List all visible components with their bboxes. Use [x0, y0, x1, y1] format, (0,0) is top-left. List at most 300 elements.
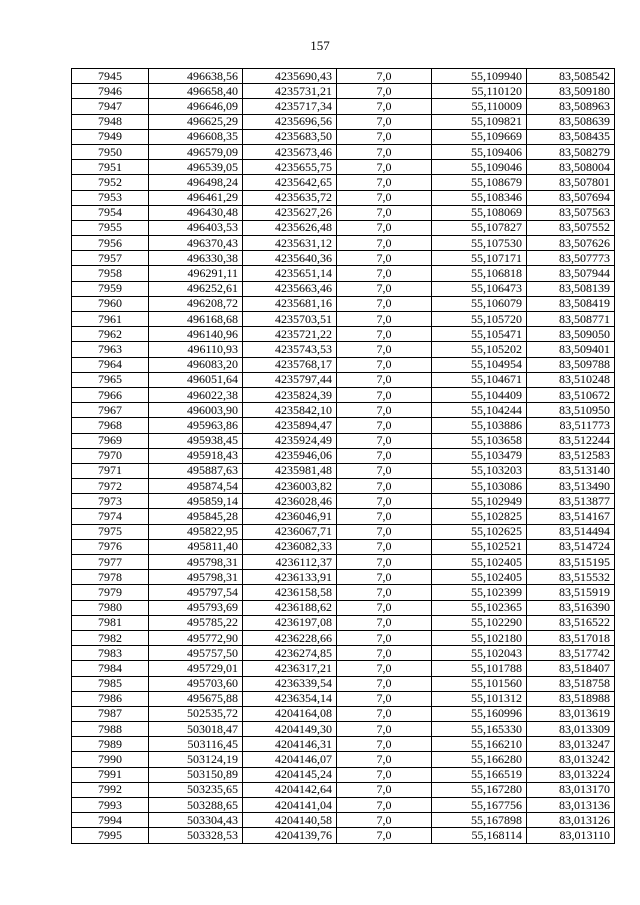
table-row	[72, 539, 615, 554]
longitude-cell: 83,509180	[527, 84, 615, 99]
x-coordinate-cell: 503288,65	[149, 798, 243, 813]
table-row	[72, 722, 615, 737]
y-coordinate-cell: 4235703,51	[243, 312, 337, 327]
x-coordinate-cell: 495859,14	[149, 494, 243, 509]
longitude-cell: 83,511773	[527, 418, 615, 433]
longitude-cell: 83,516390	[527, 600, 615, 615]
latitude-cell: 55,109046	[432, 160, 527, 175]
longitude-cell: 83,513140	[527, 463, 615, 478]
latitude-cell: 55,102625	[432, 524, 527, 539]
longitude-cell: 83,510672	[527, 387, 615, 402]
longitude-cell: 83,507563	[527, 205, 615, 220]
table-row	[72, 251, 615, 266]
x-coordinate-cell: 496051,64	[149, 372, 243, 387]
y-coordinate-cell: 4204141,04	[243, 798, 337, 813]
table-row	[72, 205, 615, 220]
point-number-cell: 7981	[72, 615, 149, 630]
x-coordinate-cell: 495874,54	[149, 479, 243, 494]
y-coordinate-cell: 4236158,58	[243, 585, 337, 600]
point-number-cell: 7952	[72, 175, 149, 190]
longitude-cell: 83,508139	[527, 281, 615, 296]
table-row	[72, 220, 615, 235]
table-row	[72, 372, 615, 387]
table-row	[72, 99, 615, 114]
height-cell: 7,0	[337, 737, 432, 752]
table-row	[72, 160, 615, 175]
x-coordinate-cell: 495798,31	[149, 570, 243, 585]
table-row	[72, 84, 615, 99]
point-number-cell: 7988	[72, 722, 149, 737]
y-coordinate-cell: 4235626,48	[243, 220, 337, 235]
latitude-cell: 55,165330	[432, 722, 527, 737]
x-coordinate-cell: 502535,72	[149, 706, 243, 721]
height-cell: 7,0	[337, 782, 432, 797]
longitude-cell: 83,512583	[527, 448, 615, 463]
y-coordinate-cell: 4236188,62	[243, 600, 337, 615]
y-coordinate-cell: 4235681,16	[243, 296, 337, 311]
y-coordinate-cell: 4204145,24	[243, 767, 337, 782]
table-row	[72, 479, 615, 494]
y-coordinate-cell: 4236228,66	[243, 630, 337, 645]
y-coordinate-cell: 4236046,91	[243, 509, 337, 524]
point-number-cell: 7994	[72, 813, 149, 828]
table-row	[72, 448, 615, 463]
x-coordinate-cell: 496658,40	[149, 84, 243, 99]
longitude-cell: 83,507944	[527, 266, 615, 281]
y-coordinate-cell: 4236339,54	[243, 676, 337, 691]
height-cell: 7,0	[337, 661, 432, 676]
y-coordinate-cell: 4235651,14	[243, 266, 337, 281]
table-row	[72, 433, 615, 448]
point-number-cell: 7983	[72, 646, 149, 661]
longitude-cell: 83,509788	[527, 357, 615, 372]
y-coordinate-cell: 4236028,46	[243, 494, 337, 509]
x-coordinate-cell: 503018,47	[149, 722, 243, 737]
x-coordinate-cell: 495798,31	[149, 555, 243, 570]
latitude-cell: 55,103886	[432, 418, 527, 433]
page-number: 157	[310, 38, 330, 53]
height-cell: 7,0	[337, 114, 432, 129]
point-number-cell: 7975	[72, 524, 149, 539]
x-coordinate-cell: 496461,29	[149, 190, 243, 205]
x-coordinate-cell: 495793,69	[149, 600, 243, 615]
point-number-cell: 7974	[72, 509, 149, 524]
point-number-cell: 7945	[72, 69, 149, 84]
y-coordinate-cell: 4235743,53	[243, 342, 337, 357]
latitude-cell: 55,166519	[432, 767, 527, 782]
x-coordinate-cell: 495785,22	[149, 615, 243, 630]
point-number-cell: 7961	[72, 312, 149, 327]
longitude-cell: 83,517018	[527, 630, 615, 645]
point-number-cell: 7990	[72, 752, 149, 767]
longitude-cell: 83,518758	[527, 676, 615, 691]
point-number-cell: 7977	[72, 555, 149, 570]
point-number-cell: 7985	[72, 676, 149, 691]
latitude-cell: 55,101788	[432, 661, 527, 676]
point-number-cell: 7967	[72, 403, 149, 418]
longitude-cell: 83,515195	[527, 555, 615, 570]
y-coordinate-cell: 4235924,49	[243, 433, 337, 448]
height-cell: 7,0	[337, 585, 432, 600]
height-cell: 7,0	[337, 160, 432, 175]
x-coordinate-cell: 496370,43	[149, 236, 243, 251]
x-coordinate-cell: 496539,05	[149, 160, 243, 175]
x-coordinate-cell: 496646,09	[149, 99, 243, 114]
table-row	[72, 509, 615, 524]
x-coordinate-cell: 496291,11	[149, 266, 243, 281]
x-coordinate-cell: 496638,56	[149, 69, 243, 84]
point-number-cell: 7965	[72, 372, 149, 387]
y-coordinate-cell: 4235731,21	[243, 84, 337, 99]
height-cell: 7,0	[337, 175, 432, 190]
height-cell: 7,0	[337, 220, 432, 235]
x-coordinate-cell: 495772,90	[149, 630, 243, 645]
height-cell: 7,0	[337, 266, 432, 281]
longitude-cell: 83,013126	[527, 813, 615, 828]
height-cell: 7,0	[337, 600, 432, 615]
height-cell: 7,0	[337, 570, 432, 585]
y-coordinate-cell: 4235824,39	[243, 387, 337, 402]
latitude-cell: 55,106473	[432, 281, 527, 296]
point-number-cell: 7954	[72, 205, 149, 220]
x-coordinate-cell: 496330,38	[149, 251, 243, 266]
point-number-cell: 7962	[72, 327, 149, 342]
height-cell: 7,0	[337, 706, 432, 721]
point-number-cell: 7950	[72, 144, 149, 159]
latitude-cell: 55,102399	[432, 585, 527, 600]
height-cell: 7,0	[337, 798, 432, 813]
table-row	[72, 555, 615, 570]
y-coordinate-cell: 4235894,47	[243, 418, 337, 433]
longitude-cell: 83,013242	[527, 752, 615, 767]
coordinates-table-body	[72, 69, 615, 844]
latitude-cell: 55,107827	[432, 220, 527, 235]
y-coordinate-cell: 4235663,46	[243, 281, 337, 296]
height-cell: 7,0	[337, 99, 432, 114]
height-cell: 7,0	[337, 69, 432, 84]
latitude-cell: 55,101312	[432, 691, 527, 706]
x-coordinate-cell: 496022,38	[149, 387, 243, 402]
table-row	[72, 175, 615, 190]
longitude-cell: 83,507773	[527, 251, 615, 266]
height-cell: 7,0	[337, 236, 432, 251]
x-coordinate-cell: 496430,48	[149, 205, 243, 220]
latitude-cell: 55,106079	[432, 296, 527, 311]
table-row	[72, 706, 615, 721]
latitude-cell: 55,109821	[432, 114, 527, 129]
point-number-cell: 7955	[72, 220, 149, 235]
point-number-cell: 7989	[72, 737, 149, 752]
longitude-cell: 83,518988	[527, 691, 615, 706]
latitude-cell: 55,102825	[432, 509, 527, 524]
x-coordinate-cell: 496625,29	[149, 114, 243, 129]
x-coordinate-cell: 495887,63	[149, 463, 243, 478]
longitude-cell: 83,508419	[527, 296, 615, 311]
x-coordinate-cell: 496608,35	[149, 129, 243, 144]
x-coordinate-cell: 495757,50	[149, 646, 243, 661]
latitude-cell: 55,103086	[432, 479, 527, 494]
height-cell: 7,0	[337, 630, 432, 645]
coordinates-table	[71, 68, 615, 844]
longitude-cell: 83,013224	[527, 767, 615, 782]
y-coordinate-cell: 4204140,58	[243, 813, 337, 828]
x-coordinate-cell: 495845,28	[149, 509, 243, 524]
y-coordinate-cell: 4204146,31	[243, 737, 337, 752]
longitude-cell: 83,514167	[527, 509, 615, 524]
y-coordinate-cell: 4204164,08	[243, 706, 337, 721]
point-number-cell: 7982	[72, 630, 149, 645]
latitude-cell: 55,160996	[432, 706, 527, 721]
x-coordinate-cell: 503235,65	[149, 782, 243, 797]
point-number-cell: 7953	[72, 190, 149, 205]
y-coordinate-cell: 4235627,26	[243, 205, 337, 220]
longitude-cell: 83,515919	[527, 585, 615, 600]
point-number-cell: 7969	[72, 433, 149, 448]
point-number-cell: 7980	[72, 600, 149, 615]
longitude-cell: 83,514494	[527, 524, 615, 539]
point-number-cell: 7991	[72, 767, 149, 782]
y-coordinate-cell: 4236274,85	[243, 646, 337, 661]
longitude-cell: 83,513490	[527, 479, 615, 494]
longitude-cell: 83,515532	[527, 570, 615, 585]
latitude-cell: 55,109669	[432, 129, 527, 144]
x-coordinate-cell: 496003,90	[149, 403, 243, 418]
table-row	[72, 570, 615, 585]
height-cell: 7,0	[337, 418, 432, 433]
latitude-cell: 55,103479	[432, 448, 527, 463]
height-cell: 7,0	[337, 676, 432, 691]
longitude-cell: 83,507801	[527, 175, 615, 190]
latitude-cell: 55,102365	[432, 600, 527, 615]
y-coordinate-cell: 4204142,64	[243, 782, 337, 797]
table-row	[72, 236, 615, 251]
table-row	[72, 798, 615, 813]
latitude-cell: 55,102405	[432, 555, 527, 570]
table-row	[72, 129, 615, 144]
y-coordinate-cell: 4235842,10	[243, 403, 337, 418]
point-number-cell: 7993	[72, 798, 149, 813]
longitude-cell: 83,517742	[527, 646, 615, 661]
point-number-cell: 7968	[72, 418, 149, 433]
longitude-cell: 83,510950	[527, 403, 615, 418]
table-row	[72, 524, 615, 539]
height-cell: 7,0	[337, 828, 432, 843]
latitude-cell: 55,105202	[432, 342, 527, 357]
table-row	[72, 403, 615, 418]
latitude-cell: 55,102405	[432, 570, 527, 585]
table-row	[72, 342, 615, 357]
longitude-cell: 83,508639	[527, 114, 615, 129]
x-coordinate-cell: 503124,19	[149, 752, 243, 767]
table-row	[72, 752, 615, 767]
x-coordinate-cell: 503116,45	[149, 737, 243, 752]
latitude-cell: 55,102043	[432, 646, 527, 661]
longitude-cell: 83,516522	[527, 615, 615, 630]
longitude-cell: 83,518407	[527, 661, 615, 676]
latitude-cell: 55,104954	[432, 357, 527, 372]
longitude-cell: 83,013309	[527, 722, 615, 737]
longitude-cell: 83,509050	[527, 327, 615, 342]
x-coordinate-cell: 496252,61	[149, 281, 243, 296]
table-row	[72, 646, 615, 661]
height-cell: 7,0	[337, 722, 432, 737]
height-cell: 7,0	[337, 615, 432, 630]
latitude-cell: 55,166210	[432, 737, 527, 752]
x-coordinate-cell: 495797,54	[149, 585, 243, 600]
latitude-cell: 55,108346	[432, 190, 527, 205]
height-cell: 7,0	[337, 813, 432, 828]
y-coordinate-cell: 4235797,44	[243, 372, 337, 387]
latitude-cell: 55,102290	[432, 615, 527, 630]
x-coordinate-cell: 496208,72	[149, 296, 243, 311]
height-cell: 7,0	[337, 555, 432, 570]
longitude-cell: 83,510248	[527, 372, 615, 387]
table-row	[72, 737, 615, 752]
y-coordinate-cell: 4235640,36	[243, 251, 337, 266]
longitude-cell: 83,508771	[527, 312, 615, 327]
latitude-cell: 55,101560	[432, 676, 527, 691]
x-coordinate-cell: 496168,68	[149, 312, 243, 327]
latitude-cell: 55,107530	[432, 236, 527, 251]
table-row	[72, 312, 615, 327]
latitude-cell: 55,102521	[432, 539, 527, 554]
x-coordinate-cell: 495729,01	[149, 661, 243, 676]
latitude-cell: 55,104244	[432, 403, 527, 418]
latitude-cell: 55,105720	[432, 312, 527, 327]
longitude-cell: 83,508004	[527, 160, 615, 175]
height-cell: 7,0	[337, 342, 432, 357]
point-number-cell: 7987	[72, 706, 149, 721]
height-cell: 7,0	[337, 752, 432, 767]
y-coordinate-cell: 4235631,12	[243, 236, 337, 251]
y-coordinate-cell: 4236354,14	[243, 691, 337, 706]
latitude-cell: 55,167898	[432, 813, 527, 828]
table-row	[72, 69, 615, 84]
height-cell: 7,0	[337, 691, 432, 706]
point-number-cell: 7979	[72, 585, 149, 600]
table-row	[72, 600, 615, 615]
y-coordinate-cell: 4235981,48	[243, 463, 337, 478]
point-number-cell: 7946	[72, 84, 149, 99]
height-cell: 7,0	[337, 84, 432, 99]
table-row	[72, 463, 615, 478]
longitude-cell: 83,013247	[527, 737, 615, 752]
latitude-cell: 55,108679	[432, 175, 527, 190]
y-coordinate-cell: 4235635,72	[243, 190, 337, 205]
longitude-cell: 83,513877	[527, 494, 615, 509]
point-number-cell: 7958	[72, 266, 149, 281]
table-row	[72, 813, 615, 828]
latitude-cell: 55,107171	[432, 251, 527, 266]
latitude-cell: 55,103658	[432, 433, 527, 448]
y-coordinate-cell: 4235768,17	[243, 357, 337, 372]
table-row	[72, 676, 615, 691]
longitude-cell: 83,512244	[527, 433, 615, 448]
height-cell: 7,0	[337, 767, 432, 782]
y-coordinate-cell: 4204146,07	[243, 752, 337, 767]
point-number-cell: 7972	[72, 479, 149, 494]
point-number-cell: 7948	[72, 114, 149, 129]
longitude-cell: 83,508435	[527, 129, 615, 144]
height-cell: 7,0	[337, 372, 432, 387]
x-coordinate-cell: 503328,53	[149, 828, 243, 843]
height-cell: 7,0	[337, 205, 432, 220]
y-coordinate-cell: 4236317,21	[243, 661, 337, 676]
point-number-cell: 7957	[72, 251, 149, 266]
height-cell: 7,0	[337, 281, 432, 296]
point-number-cell: 7959	[72, 281, 149, 296]
height-cell: 7,0	[337, 190, 432, 205]
table-row	[72, 828, 615, 843]
y-coordinate-cell: 4236112,37	[243, 555, 337, 570]
height-cell: 7,0	[337, 327, 432, 342]
latitude-cell: 55,166280	[432, 752, 527, 767]
latitude-cell: 55,167756	[432, 798, 527, 813]
x-coordinate-cell: 495675,88	[149, 691, 243, 706]
latitude-cell: 55,104409	[432, 387, 527, 402]
point-number-cell: 7986	[72, 691, 149, 706]
point-number-cell: 7984	[72, 661, 149, 676]
height-cell: 7,0	[337, 144, 432, 159]
table-row	[72, 357, 615, 372]
point-number-cell: 7964	[72, 357, 149, 372]
height-cell: 7,0	[337, 448, 432, 463]
x-coordinate-cell: 495811,40	[149, 539, 243, 554]
latitude-cell: 55,104671	[432, 372, 527, 387]
point-number-cell: 7978	[72, 570, 149, 585]
y-coordinate-cell: 4204149,30	[243, 722, 337, 737]
height-cell: 7,0	[337, 403, 432, 418]
longitude-cell: 83,507694	[527, 190, 615, 205]
point-number-cell: 7966	[72, 387, 149, 402]
table-row	[72, 327, 615, 342]
point-number-cell: 7970	[72, 448, 149, 463]
x-coordinate-cell: 496110,93	[149, 342, 243, 357]
table-row	[72, 281, 615, 296]
height-cell: 7,0	[337, 539, 432, 554]
point-number-cell: 7956	[72, 236, 149, 251]
table-row	[72, 190, 615, 205]
latitude-cell: 55,109940	[432, 69, 527, 84]
point-number-cell: 7949	[72, 129, 149, 144]
y-coordinate-cell: 4235721,22	[243, 327, 337, 342]
height-cell: 7,0	[337, 463, 432, 478]
x-coordinate-cell: 496579,09	[149, 144, 243, 159]
height-cell: 7,0	[337, 357, 432, 372]
x-coordinate-cell: 495703,60	[149, 676, 243, 691]
y-coordinate-cell: 4235683,50	[243, 129, 337, 144]
table-row	[72, 630, 615, 645]
point-number-cell: 7951	[72, 160, 149, 175]
point-number-cell: 7992	[72, 782, 149, 797]
latitude-cell: 55,105471	[432, 327, 527, 342]
table-row	[72, 418, 615, 433]
x-coordinate-cell: 495938,45	[149, 433, 243, 448]
height-cell: 7,0	[337, 296, 432, 311]
x-coordinate-cell: 496403,53	[149, 220, 243, 235]
y-coordinate-cell: 4235696,56	[243, 114, 337, 129]
longitude-cell: 83,508963	[527, 99, 615, 114]
table-row	[72, 691, 615, 706]
height-cell: 7,0	[337, 494, 432, 509]
x-coordinate-cell: 503304,43	[149, 813, 243, 828]
y-coordinate-cell: 4236003,82	[243, 479, 337, 494]
longitude-cell: 83,508542	[527, 69, 615, 84]
x-coordinate-cell: 496140,96	[149, 327, 243, 342]
y-coordinate-cell: 4236133,91	[243, 570, 337, 585]
x-coordinate-cell: 503150,89	[149, 767, 243, 782]
x-coordinate-cell: 495963,86	[149, 418, 243, 433]
